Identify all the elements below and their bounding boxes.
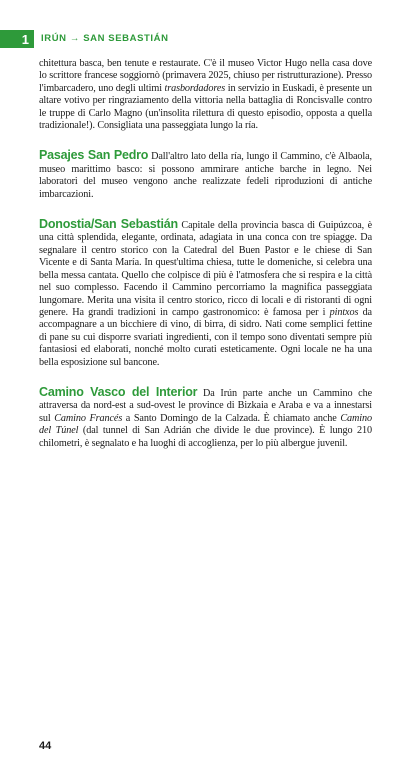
italic-text: pintxos [329, 306, 359, 318]
section-heading: Donostia/San Sebastián [39, 217, 178, 232]
italic-text: Camino Francés [54, 412, 123, 424]
chapter-number: 1 [21, 31, 29, 47]
text-run: (dal tunnel di San Adrián che divide le due province). È lungo 210 chilometri, è segnalato e ha luoghi di accoglienza, per lo più albergue juvenil. [39, 425, 372, 449]
body-text [39, 58, 372, 467]
page-header [0, 30, 419, 48]
running-head: IRÚN → SAN SEBASTIÁN [41, 33, 169, 44]
italic-text: Camino del Túnel [39, 412, 372, 437]
paragraph [39, 386, 372, 450]
text-run: chitettura basca, ben tenute e restaurate. C'è il museo Victor Hugo nella casa dove lo scrittore francese soggiornò (primavera 2025, chiuso per ristrutturazione). Presso l'imbarcadero, uno degli ultimi [39, 58, 372, 94]
text-run: Capitale della provincia basca di Guipúzcoa, è una città splendida, elegante, ordinata, adagiata in una conca con tre spiagge. Da segnalare il centro storico con la Catedral del Buen Pastor e le chiese di San Vicente e di Santa María. In quest'ultima chiesa, tutte le domeniche, si celebra una bella messa cantata. Quello che colpisce di più è l'atmosfera che si respira e la città nel suo complesso. Facendo il Cammino percorriamo la magnifica passeggiata lungomare. Merita una visita il centro storico, ricco di locali e di ristoranti di ogni genere. Ha grandi tradizioni in campo gastronomico: è famosa per i [39, 220, 372, 318]
page-number: 44 [39, 740, 52, 752]
paragraph [39, 58, 372, 132]
section-heading: Camino Vasco del Interior [39, 384, 198, 399]
text-run: in servizio in Euskadi, è presente un altare votivo per ringraziamento della vittoria nella battaglia di Roncisvalle contro le truppe di Carlo Magno (un'insolita rilettura di questo episodio, opposta a quella tradizionale!). Consigliata una passeggiata lungo la ría. [39, 82, 372, 132]
paragraph [39, 218, 372, 369]
section-heading: Pasajes San Pedro [39, 148, 149, 163]
text-run: Dall'altro lato della ría, lungo il Cammino, c'è Albaola, museo marittimo basco: si possono ammirare antiche barche in legno. Nei laboratori del museo vengono anche realizzate fedeli riproduzioni di antiche imbarcazioni. [39, 151, 372, 200]
chapter-number-tab [0, 30, 34, 48]
text-run: da accompagnare a un bicchiere di vino, di birra, di sidro. Nati come semplici fettine di pane su cui disporre svariati ingredienti, con il tempo sono diventati sempre più fantasiosi ed elaborati, nonché molto curati esteticamente. Ogni locale ne ha una bella esposizione sul bancone. [39, 306, 372, 368]
paragraph [39, 149, 372, 201]
text-run: Da Irún parte anche un Cammino che attraversa da nord-est a sud-ovest le province di Bizkaia e Araba e va a innestarsi sul [39, 387, 372, 424]
text-run: a Santo Domingo de la Calzada. È chiamato anche [122, 412, 341, 424]
italic-text: trasbordadores [164, 82, 226, 94]
